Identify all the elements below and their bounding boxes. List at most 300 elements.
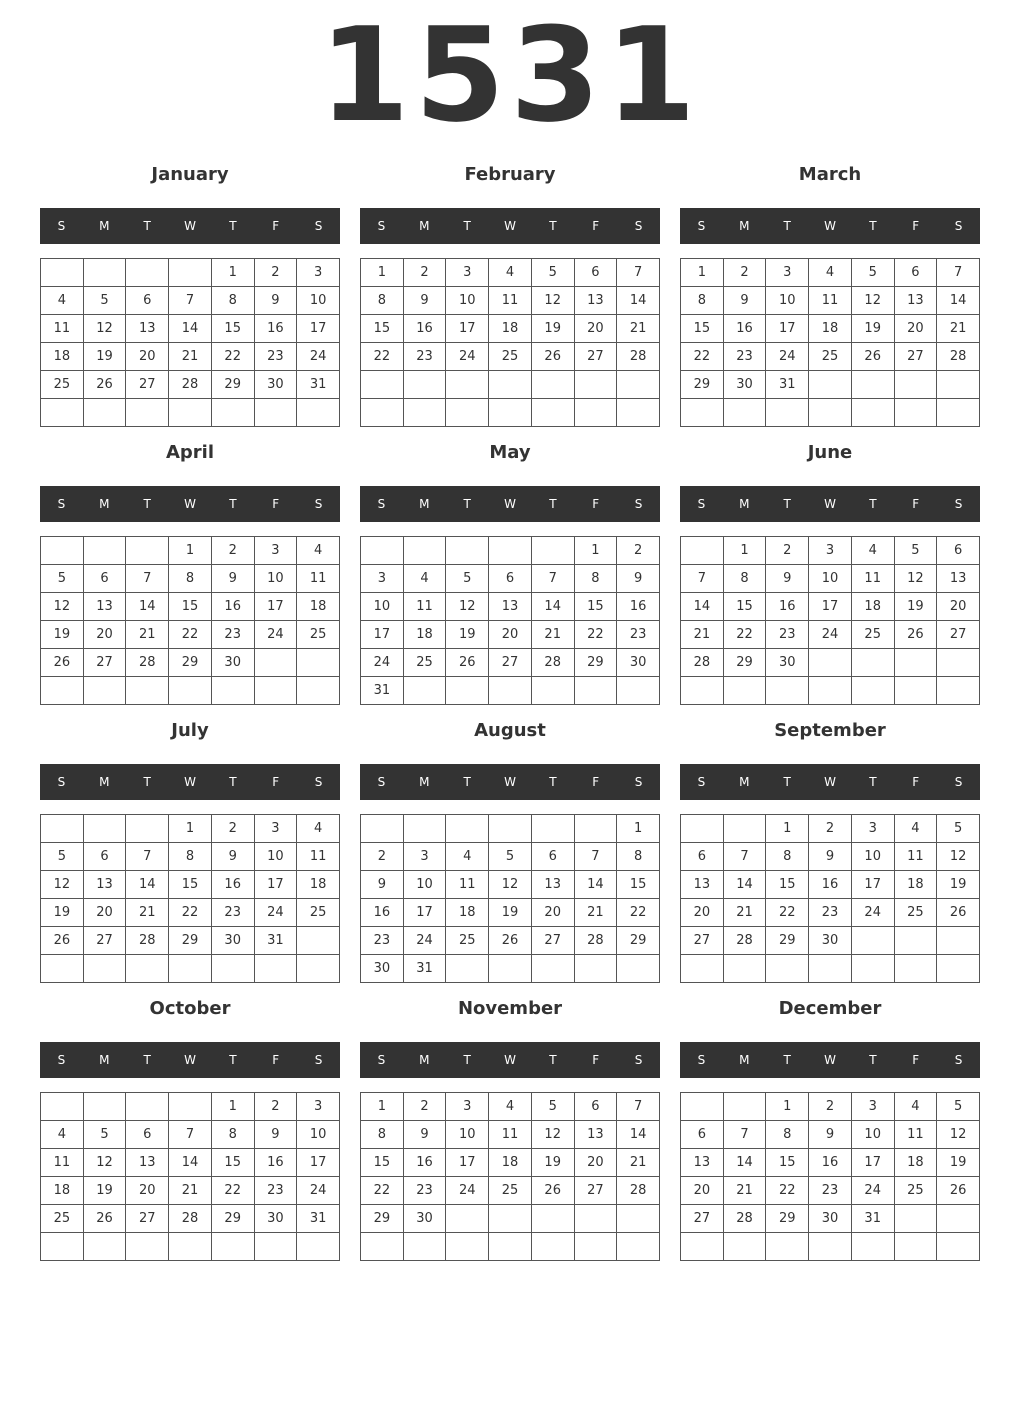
day-cell: 1 — [617, 815, 660, 843]
day-cell: 14 — [724, 871, 767, 899]
day-cell: 22 — [169, 621, 212, 649]
weekday-label: T — [143, 497, 151, 511]
day-cell: 12 — [41, 593, 84, 621]
day-cell: 31 — [852, 1205, 895, 1233]
empty-day-cell — [41, 1233, 84, 1261]
day-cell: 10 — [297, 287, 340, 315]
weekday-header-bar — [40, 486, 340, 522]
day-cell: 30 — [724, 371, 767, 399]
day-cell: 24 — [852, 1177, 895, 1205]
day-cell: 8 — [617, 843, 660, 871]
empty-day-cell — [617, 1233, 660, 1261]
day-cell: 25 — [809, 343, 852, 371]
weekday-label: T — [869, 219, 877, 233]
day-cell: 12 — [895, 565, 938, 593]
day-cell: 23 — [724, 343, 767, 371]
day-cell: 12 — [41, 871, 84, 899]
empty-day-cell — [724, 955, 767, 983]
day-cell: 8 — [169, 565, 212, 593]
day-cell: 2 — [724, 259, 767, 287]
day-cell: 4 — [404, 565, 447, 593]
day-cell: 24 — [361, 649, 404, 677]
empty-day-cell — [937, 955, 980, 983]
weekday-label: T — [783, 775, 791, 789]
month-name: January — [151, 164, 229, 185]
empty-day-cell — [895, 1205, 938, 1233]
weekday-label: F — [592, 775, 600, 789]
day-cell: 5 — [84, 287, 127, 315]
empty-day-cell — [852, 371, 895, 399]
weekday-label: S — [377, 775, 386, 789]
weekday-label: S — [634, 775, 643, 789]
day-cell: 10 — [404, 871, 447, 899]
day-cell: 11 — [297, 843, 340, 871]
day-cell: 23 — [766, 621, 809, 649]
day-cell: 3 — [297, 259, 340, 287]
day-cell: 24 — [255, 899, 298, 927]
day-cell: 14 — [937, 287, 980, 315]
empty-day-cell — [255, 649, 298, 677]
weekday-label: F — [592, 219, 600, 233]
day-cell: 11 — [41, 1149, 84, 1177]
empty-day-cell — [617, 371, 660, 399]
day-cell: 4 — [489, 1093, 532, 1121]
empty-day-cell — [84, 1093, 127, 1121]
day-cell: 21 — [617, 1149, 660, 1177]
day-cell: 2 — [404, 1093, 447, 1121]
empty-day-cell — [532, 815, 575, 843]
day-cell: 2 — [617, 537, 660, 565]
weekday-header-bar — [360, 208, 660, 244]
weekday-label: S — [697, 219, 706, 233]
day-cell: 9 — [212, 565, 255, 593]
day-cell: 15 — [169, 593, 212, 621]
day-cell: 19 — [937, 1149, 980, 1177]
empty-day-cell — [852, 649, 895, 677]
day-cell: 17 — [809, 593, 852, 621]
day-cell: 15 — [766, 1149, 809, 1177]
day-cell: 7 — [724, 1121, 767, 1149]
empty-day-cell — [446, 371, 489, 399]
weekday-label: S — [314, 219, 323, 233]
day-cell: 20 — [126, 1177, 169, 1205]
empty-day-cell — [126, 399, 169, 427]
day-cell: 15 — [617, 871, 660, 899]
weekday-label: M — [99, 497, 110, 511]
day-cell: 29 — [766, 927, 809, 955]
empty-day-cell — [809, 677, 852, 705]
day-cell: 2 — [361, 843, 404, 871]
day-grid — [40, 814, 340, 983]
day-cell: 16 — [724, 315, 767, 343]
day-cell: 13 — [126, 1149, 169, 1177]
day-cell: 25 — [41, 371, 84, 399]
empty-day-cell — [126, 815, 169, 843]
empty-day-cell — [895, 1233, 938, 1261]
empty-day-cell — [895, 677, 938, 705]
day-cell: 15 — [766, 871, 809, 899]
day-cell: 27 — [84, 927, 127, 955]
empty-day-cell — [489, 371, 532, 399]
day-cell: 30 — [617, 649, 660, 677]
day-cell: 17 — [255, 871, 298, 899]
day-cell: 23 — [361, 927, 404, 955]
month-name: September — [774, 720, 886, 741]
empty-day-cell — [84, 955, 127, 983]
weekday-label: M — [419, 1053, 430, 1067]
day-cell: 12 — [84, 1149, 127, 1177]
day-cell: 4 — [297, 537, 340, 565]
day-cell: 22 — [617, 899, 660, 927]
day-cell: 28 — [126, 927, 169, 955]
empty-day-cell — [126, 677, 169, 705]
day-cell: 20 — [126, 343, 169, 371]
day-cell: 4 — [852, 537, 895, 565]
day-cell: 4 — [895, 815, 938, 843]
day-cell: 4 — [895, 1093, 938, 1121]
empty-day-cell — [446, 1233, 489, 1261]
empty-day-cell — [575, 1233, 618, 1261]
weekday-label: M — [99, 775, 110, 789]
day-cell: 23 — [212, 621, 255, 649]
day-cell: 30 — [809, 1205, 852, 1233]
day-cell: 19 — [41, 621, 84, 649]
weekday-label: T — [549, 1053, 557, 1067]
empty-day-cell — [852, 955, 895, 983]
day-cell: 24 — [446, 1177, 489, 1205]
day-cell: 7 — [126, 843, 169, 871]
day-cell: 20 — [895, 315, 938, 343]
day-cell: 11 — [41, 315, 84, 343]
day-cell: 22 — [575, 621, 618, 649]
day-cell: 19 — [489, 899, 532, 927]
day-cell: 27 — [126, 371, 169, 399]
day-cell: 24 — [255, 621, 298, 649]
day-cell: 20 — [681, 899, 724, 927]
day-cell: 22 — [212, 1177, 255, 1205]
day-cell: 20 — [84, 899, 127, 927]
empty-day-cell — [681, 537, 724, 565]
weekday-label: S — [697, 497, 706, 511]
empty-day-cell — [724, 815, 767, 843]
day-cell: 18 — [895, 1149, 938, 1177]
day-grid — [680, 1092, 980, 1261]
day-cell: 16 — [255, 315, 298, 343]
empty-day-cell — [809, 371, 852, 399]
weekday-label: M — [99, 219, 110, 233]
empty-day-cell — [41, 259, 84, 287]
day-cell: 26 — [446, 649, 489, 677]
day-cell: 6 — [895, 259, 938, 287]
day-cell: 13 — [575, 1121, 618, 1149]
day-cell: 31 — [404, 955, 447, 983]
day-cell: 11 — [489, 1121, 532, 1149]
day-cell: 2 — [766, 537, 809, 565]
day-cell: 5 — [937, 1093, 980, 1121]
day-cell: 19 — [84, 343, 127, 371]
weekday-header-bar — [360, 764, 660, 800]
empty-day-cell — [937, 677, 980, 705]
empty-day-cell — [297, 1233, 340, 1261]
empty-day-cell — [169, 955, 212, 983]
day-cell: 10 — [446, 1121, 489, 1149]
day-cell: 29 — [169, 649, 212, 677]
day-cell: 18 — [404, 621, 447, 649]
weekday-label: T — [783, 1053, 791, 1067]
weekday-label: S — [954, 497, 963, 511]
weekday-label: S — [634, 219, 643, 233]
empty-day-cell — [212, 955, 255, 983]
day-cell: 26 — [532, 1177, 575, 1205]
day-cell: 16 — [212, 593, 255, 621]
day-cell: 17 — [852, 1149, 895, 1177]
day-cell: 2 — [809, 815, 852, 843]
weekday-label: W — [184, 1053, 196, 1067]
day-cell: 8 — [681, 287, 724, 315]
empty-day-cell — [617, 677, 660, 705]
day-cell: 25 — [489, 1177, 532, 1205]
day-cell: 12 — [532, 1121, 575, 1149]
weekday-label: W — [184, 219, 196, 233]
day-cell: 9 — [255, 1121, 298, 1149]
day-cell: 2 — [212, 537, 255, 565]
empty-day-cell — [446, 1205, 489, 1233]
weekday-label: S — [314, 1053, 323, 1067]
month-august — [360, 716, 660, 986]
weekday-label: M — [99, 1053, 110, 1067]
day-cell: 13 — [937, 565, 980, 593]
day-cell: 18 — [489, 315, 532, 343]
empty-day-cell — [724, 677, 767, 705]
year-title: 1531 — [319, 0, 701, 151]
day-cell: 12 — [532, 287, 575, 315]
empty-day-cell — [41, 1093, 84, 1121]
day-cell: 17 — [297, 315, 340, 343]
weekday-label: S — [57, 497, 66, 511]
day-cell: 27 — [575, 343, 618, 371]
weekday-label: S — [634, 1053, 643, 1067]
weekday-label: T — [783, 497, 791, 511]
day-cell: 21 — [937, 315, 980, 343]
empty-day-cell — [681, 677, 724, 705]
day-cell: 6 — [575, 259, 618, 287]
day-cell: 5 — [446, 565, 489, 593]
day-cell: 20 — [489, 621, 532, 649]
weekday-label: W — [824, 1053, 836, 1067]
day-cell: 8 — [766, 843, 809, 871]
day-cell: 16 — [617, 593, 660, 621]
day-cell: 5 — [852, 259, 895, 287]
empty-day-cell — [617, 1205, 660, 1233]
day-cell: 26 — [937, 899, 980, 927]
day-cell: 12 — [937, 843, 980, 871]
day-cell: 10 — [361, 593, 404, 621]
empty-day-cell — [724, 1093, 767, 1121]
day-cell: 1 — [169, 815, 212, 843]
day-cell: 16 — [809, 871, 852, 899]
month-february — [360, 160, 660, 430]
empty-day-cell — [937, 1205, 980, 1233]
day-cell: 1 — [766, 1093, 809, 1121]
day-cell: 19 — [895, 593, 938, 621]
day-cell: 7 — [937, 259, 980, 287]
day-cell: 1 — [724, 537, 767, 565]
day-cell: 25 — [895, 899, 938, 927]
weekday-header-bar — [680, 486, 980, 522]
day-cell: 31 — [297, 371, 340, 399]
day-cell: 14 — [169, 1149, 212, 1177]
day-cell: 15 — [212, 315, 255, 343]
weekday-label: T — [143, 775, 151, 789]
empty-day-cell — [809, 955, 852, 983]
day-cell: 19 — [532, 1149, 575, 1177]
day-cell: 1 — [681, 259, 724, 287]
day-cell: 24 — [297, 1177, 340, 1205]
month-march — [680, 160, 980, 430]
weekday-label: T — [463, 1053, 471, 1067]
empty-day-cell — [937, 371, 980, 399]
weekday-label: F — [272, 219, 280, 233]
day-cell: 21 — [169, 1177, 212, 1205]
day-cell: 7 — [681, 565, 724, 593]
day-cell: 27 — [937, 621, 980, 649]
day-cell: 1 — [212, 1093, 255, 1121]
day-cell: 29 — [212, 1205, 255, 1233]
day-cell: 24 — [809, 621, 852, 649]
day-cell: 7 — [532, 565, 575, 593]
day-cell: 16 — [766, 593, 809, 621]
day-cell: 18 — [895, 871, 938, 899]
day-cell: 21 — [681, 621, 724, 649]
empty-day-cell — [532, 677, 575, 705]
weekday-label: F — [912, 497, 920, 511]
day-cell: 6 — [126, 1121, 169, 1149]
day-cell: 7 — [617, 1093, 660, 1121]
weekday-label: S — [954, 1053, 963, 1067]
day-cell: 22 — [169, 899, 212, 927]
empty-day-cell — [532, 537, 575, 565]
day-cell: 5 — [489, 843, 532, 871]
weekday-label: W — [504, 497, 516, 511]
day-grid — [680, 814, 980, 983]
day-cell: 10 — [852, 1121, 895, 1149]
day-cell: 14 — [617, 287, 660, 315]
empty-day-cell — [532, 1205, 575, 1233]
empty-day-cell — [809, 399, 852, 427]
day-cell: 14 — [575, 871, 618, 899]
day-cell: 29 — [212, 371, 255, 399]
empty-day-cell — [489, 537, 532, 565]
empty-day-cell — [126, 537, 169, 565]
weekday-label: W — [184, 497, 196, 511]
day-cell: 29 — [169, 927, 212, 955]
weekday-label: F — [272, 775, 280, 789]
weekday-label: T — [229, 219, 237, 233]
day-cell: 24 — [852, 899, 895, 927]
day-cell: 31 — [766, 371, 809, 399]
empty-day-cell — [404, 1233, 447, 1261]
day-cell: 30 — [212, 649, 255, 677]
day-cell: 27 — [489, 649, 532, 677]
weekday-label: S — [697, 775, 706, 789]
day-cell: 28 — [575, 927, 618, 955]
weekday-header-bar — [360, 1042, 660, 1078]
empty-day-cell — [575, 815, 618, 843]
day-cell: 24 — [446, 343, 489, 371]
day-cell: 26 — [84, 1205, 127, 1233]
empty-day-cell — [766, 1233, 809, 1261]
day-cell: 28 — [937, 343, 980, 371]
day-grid — [680, 536, 980, 705]
day-cell: 21 — [126, 899, 169, 927]
weekday-label: S — [954, 775, 963, 789]
day-cell: 4 — [297, 815, 340, 843]
weekday-label: S — [954, 219, 963, 233]
empty-day-cell — [575, 1205, 618, 1233]
empty-day-cell — [41, 399, 84, 427]
day-cell: 15 — [724, 593, 767, 621]
weekday-label: T — [463, 219, 471, 233]
day-cell: 21 — [724, 899, 767, 927]
month-january — [40, 160, 340, 430]
day-cell: 14 — [681, 593, 724, 621]
empty-day-cell — [126, 1233, 169, 1261]
day-cell: 31 — [297, 1205, 340, 1233]
day-cell: 26 — [489, 927, 532, 955]
day-cell: 28 — [126, 649, 169, 677]
day-cell: 21 — [126, 621, 169, 649]
day-cell: 9 — [255, 287, 298, 315]
empty-day-cell — [681, 1233, 724, 1261]
day-cell: 29 — [766, 1205, 809, 1233]
day-cell: 8 — [169, 843, 212, 871]
day-cell: 15 — [681, 315, 724, 343]
weekday-label: W — [504, 219, 516, 233]
day-cell: 3 — [446, 259, 489, 287]
day-cell: 15 — [212, 1149, 255, 1177]
day-cell: 12 — [84, 315, 127, 343]
day-cell: 9 — [766, 565, 809, 593]
day-cell: 21 — [617, 315, 660, 343]
day-cell: 30 — [255, 1205, 298, 1233]
empty-day-cell — [84, 1233, 127, 1261]
weekday-label: M — [739, 219, 750, 233]
day-cell: 26 — [937, 1177, 980, 1205]
empty-day-cell — [532, 399, 575, 427]
empty-day-cell — [489, 1233, 532, 1261]
day-cell: 12 — [937, 1121, 980, 1149]
empty-day-cell — [895, 955, 938, 983]
empty-day-cell — [575, 955, 618, 983]
empty-day-cell — [212, 677, 255, 705]
day-cell: 1 — [169, 537, 212, 565]
day-cell: 30 — [255, 371, 298, 399]
day-cell: 28 — [532, 649, 575, 677]
empty-day-cell — [255, 677, 298, 705]
day-cell: 18 — [41, 343, 84, 371]
day-cell: 4 — [446, 843, 489, 871]
day-cell: 4 — [489, 259, 532, 287]
day-cell: 13 — [681, 871, 724, 899]
day-cell: 2 — [212, 815, 255, 843]
empty-day-cell — [297, 677, 340, 705]
day-cell: 21 — [575, 899, 618, 927]
empty-day-cell — [212, 399, 255, 427]
day-cell: 18 — [41, 1177, 84, 1205]
month-name: April — [165, 442, 215, 463]
empty-day-cell — [361, 1233, 404, 1261]
day-cell: 17 — [446, 1149, 489, 1177]
